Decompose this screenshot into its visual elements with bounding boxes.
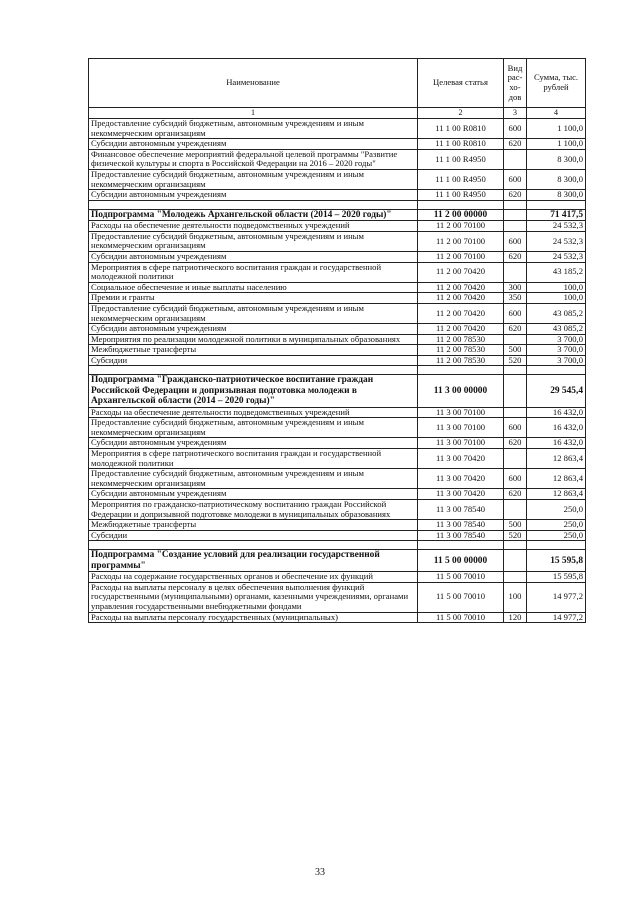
header-sum: Сумма, тыс. рублей [527, 59, 586, 108]
target-code-cell: 11 3 00 70100 [418, 418, 504, 438]
page-number: 33 [315, 867, 325, 878]
empty-cell [504, 366, 527, 375]
target-code-cell: 11 2 00 00000 [418, 209, 504, 220]
expense-type-cell: 620 [504, 251, 527, 262]
expense-type-cell: 100 [504, 582, 527, 612]
target-code-cell: 11 5 00 70010 [418, 582, 504, 612]
sum-cell: 100,0 [527, 282, 586, 293]
column-index: 3 [504, 108, 527, 119]
table-row [89, 469, 586, 489]
sum-cell: 43 185,2 [527, 262, 586, 282]
sum-cell: 12 863,4 [527, 449, 586, 469]
row-name-cell: Подпрограмма "Гражданско-патриотическое воспитание граждан Российской Федерации и допризывная подготовка молодежи в Архангельской области (2014 – 2020 годы)" [89, 375, 418, 407]
row-name-cell: Предоставление субсидий бюджетным, автономным учреждениям и иным некоммерческим организациям [89, 418, 418, 438]
target-code-cell: 11 1 00 R4950 [418, 169, 504, 189]
sum-cell: 12 863,4 [527, 489, 586, 500]
target-code-cell: 11 2 00 70420 [418, 324, 504, 335]
row-name-cell: Подпрограмма "Создание условий для реализации государственной программы" [89, 550, 418, 572]
target-code-cell: 11 2 00 70100 [418, 221, 504, 232]
empty-cell [418, 366, 504, 375]
sum-cell: 250,0 [527, 500, 586, 520]
empty-cell [418, 541, 504, 550]
sum-cell: 43 085,2 [527, 324, 586, 335]
sum-cell: 29 545,4 [527, 375, 586, 407]
table-row [89, 489, 586, 500]
sum-cell: 16 432,0 [527, 438, 586, 449]
target-code-cell: 11 2 00 70420 [418, 293, 504, 304]
table-row [89, 500, 586, 520]
target-code-cell: 11 2 00 78530 [418, 355, 504, 366]
target-code-cell: 11 2 00 70100 [418, 231, 504, 251]
row-name-cell: Предоставление субсидий бюджетным, автономным учреждениям и иным некоммерческим организациям [89, 231, 418, 251]
row-name-cell: Межбюджетные трансферты [89, 345, 418, 356]
target-code-cell: 11 3 00 78540 [418, 530, 504, 541]
target-code-cell: 11 2 00 78530 [418, 334, 504, 345]
row-name-cell: Расходы на выплаты персоналу в целях обеспечения выполнения функций государственными (муниципальными) органами, казенными учреждениями, органами управления государственными внебюджетными фондами [89, 582, 418, 612]
target-code-cell: 11 2 00 78530 [418, 345, 504, 356]
sum-cell: 15 595,8 [527, 550, 586, 572]
expense-type-cell [504, 572, 527, 583]
target-code-cell: 11 3 00 70420 [418, 489, 504, 500]
expense-type-cell [504, 449, 527, 469]
target-code-cell: 11 2 00 70420 [418, 262, 504, 282]
table-row [89, 334, 586, 345]
table-row [89, 438, 586, 449]
sum-cell: 8 300,0 [527, 169, 586, 189]
expense-type-cell [504, 149, 527, 169]
sum-cell: 14 977,2 [527, 612, 586, 623]
table-row [89, 139, 586, 150]
table-row [89, 169, 586, 189]
target-code-cell: 11 2 00 70420 [418, 303, 504, 323]
sum-cell: 8 300,0 [527, 149, 586, 169]
sum-cell: 100,0 [527, 293, 586, 304]
row-name-cell: Социальное обеспечение и иные выплаты населению [89, 282, 418, 293]
expense-type-cell: 620 [504, 489, 527, 500]
table-row [89, 251, 586, 262]
empty-cell [504, 200, 527, 209]
table-row [89, 303, 586, 323]
table-row [89, 149, 586, 169]
row-name-cell: Предоставление субсидий бюджетным, автономным учреждениям и иным некоммерческим организациям [89, 469, 418, 489]
sum-cell: 71 417,5 [527, 209, 586, 220]
sum-cell: 15 595,8 [527, 572, 586, 583]
sum-cell: 3 700,0 [527, 334, 586, 345]
row-name-cell: Мероприятия в сфере патриотического воспитания граждан и государственной молодежной политики [89, 449, 418, 469]
table-body [89, 119, 586, 623]
row-name-cell: Мероприятия по реализации молодежной политики в муниципальных образованиях [89, 334, 418, 345]
table-row [89, 355, 586, 366]
empty-cell [527, 200, 586, 209]
header-target: Целевая статья [418, 59, 504, 108]
table-row [89, 231, 586, 251]
sum-cell: 250,0 [527, 520, 586, 531]
row-name-cell: Межбюджетные трансферты [89, 520, 418, 531]
row-name-cell: Предоставление субсидий бюджетным, автономным учреждениям и иным некоммерческим организациям [89, 119, 418, 139]
target-code-cell: 11 3 00 70420 [418, 449, 504, 469]
table-row [89, 449, 586, 469]
table-row [89, 418, 586, 438]
target-code-cell: 11 1 00 R0810 [418, 119, 504, 139]
table-row [89, 119, 586, 139]
target-code-cell: 11 1 00 R4950 [418, 190, 504, 201]
table-row [89, 582, 586, 612]
budget-table [88, 58, 586, 623]
sum-cell: 1 100,0 [527, 119, 586, 139]
target-code-cell: 11 2 00 70420 [418, 282, 504, 293]
column-index: 4 [527, 108, 586, 119]
table-row [89, 520, 586, 531]
column-index-row [89, 108, 586, 119]
table-row [89, 293, 586, 304]
sum-cell: 24 532,3 [527, 221, 586, 232]
row-name-cell: Субсидии автономным учреждениям [89, 190, 418, 201]
sum-cell: 1 100,0 [527, 139, 586, 150]
expense-type-cell: 600 [504, 231, 527, 251]
expense-type-cell: 600 [504, 418, 527, 438]
sum-cell: 250,0 [527, 530, 586, 541]
table-row [89, 612, 586, 623]
column-index: 2 [418, 108, 504, 119]
row-name-cell: Мероприятия по гражданско-патриотическому воспитанию граждан Российской Федерации и допризывной подготовке молодежи в муниципальных образованиях [89, 500, 418, 520]
row-name-cell: Премии и гранты [89, 293, 418, 304]
sum-cell: 43 085,2 [527, 303, 586, 323]
expense-type-cell: 500 [504, 345, 527, 356]
table-row [89, 190, 586, 201]
row-name-cell: Расходы на содержание государственных органов и обеспечение их функций [89, 572, 418, 583]
spacer-row [89, 366, 586, 375]
expense-type-cell: 600 [504, 303, 527, 323]
empty-cell [527, 541, 586, 550]
expense-type-cell: 520 [504, 530, 527, 541]
empty-cell [89, 200, 418, 209]
table-row [89, 324, 586, 335]
expense-type-cell: 600 [504, 469, 527, 489]
expense-type-cell: 300 [504, 282, 527, 293]
empty-cell [89, 366, 418, 375]
expense-type-cell: 600 [504, 119, 527, 139]
sum-cell: 24 532,3 [527, 231, 586, 251]
target-code-cell: 11 5 00 00000 [418, 550, 504, 572]
expense-type-cell: 620 [504, 190, 527, 201]
row-name-cell: Субсидии автономным учреждениям [89, 324, 418, 335]
subprogram-row [89, 209, 586, 220]
table-row [89, 530, 586, 541]
row-name-cell: Расходы на обеспечение деятельности подведомственных учреждений [89, 407, 418, 418]
expense-type-cell: 350 [504, 293, 527, 304]
spacer-row [89, 541, 586, 550]
sum-cell: 14 977,2 [527, 582, 586, 612]
table-row [89, 572, 586, 583]
target-code-cell: 11 5 00 70010 [418, 572, 504, 583]
sum-cell: 16 432,0 [527, 407, 586, 418]
row-name-cell: Предоставление субсидий бюджетным, автономным учреждениям и иным некоммерческим организациям [89, 303, 418, 323]
expense-type-cell [504, 209, 527, 220]
target-code-cell: 11 3 00 78540 [418, 500, 504, 520]
expense-type-cell [504, 334, 527, 345]
header-name: Наименование [89, 59, 418, 108]
subprogram-row [89, 375, 586, 407]
expense-type-cell: 520 [504, 355, 527, 366]
sum-cell: 24 532,3 [527, 251, 586, 262]
target-code-cell: 11 3 00 70100 [418, 438, 504, 449]
target-code-cell: 11 3 00 00000 [418, 375, 504, 407]
sum-cell: 12 863,4 [527, 469, 586, 489]
row-name-cell: Субсидии автономным учреждениям [89, 489, 418, 500]
column-index: 1 [89, 108, 418, 119]
expense-type-cell: 120 [504, 612, 527, 623]
expense-type-cell: 500 [504, 520, 527, 531]
expense-type-cell: 620 [504, 438, 527, 449]
row-name-cell: Мероприятия в сфере патриотического воспитания граждан и государственной молодежной политики [89, 262, 418, 282]
table-header-row [89, 59, 586, 108]
target-code-cell: 11 1 00 R0810 [418, 139, 504, 150]
budget-table-page [88, 58, 585, 623]
expense-type-cell [504, 500, 527, 520]
row-name-cell: Субсидии автономным учреждениям [89, 251, 418, 262]
expense-type-cell [504, 375, 527, 407]
table-row [89, 282, 586, 293]
table-row [89, 221, 586, 232]
target-code-cell: 11 1 00 R4950 [418, 149, 504, 169]
target-code-cell: 11 3 00 70420 [418, 469, 504, 489]
expense-type-cell: 620 [504, 324, 527, 335]
row-name-cell: Расходы на обеспечение деятельности подведомственных учреждений [89, 221, 418, 232]
target-code-cell: 11 3 00 70100 [418, 407, 504, 418]
spacer-row [89, 200, 586, 209]
row-name-cell: Субсидии автономным учреждениям [89, 438, 418, 449]
row-name-cell: Подпрограмма "Молодежь Архангельской области (2014 – 2020 годы)" [89, 209, 418, 220]
expense-type-cell: 600 [504, 169, 527, 189]
expense-type-cell: 620 [504, 139, 527, 150]
expense-type-cell [504, 550, 527, 572]
row-name-cell: Финансовое обеспечение мероприятий федеральной целевой программы "Развитие физической культуры и спорта в Российской Федерации на 2016 – 2020 годы" [89, 149, 418, 169]
expense-type-cell [504, 262, 527, 282]
target-code-cell: 11 2 00 70100 [418, 251, 504, 262]
expense-type-cell [504, 407, 527, 418]
row-name-cell: Субсидии [89, 355, 418, 366]
empty-cell [527, 366, 586, 375]
sum-cell: 16 432,0 [527, 418, 586, 438]
empty-cell [418, 200, 504, 209]
target-code-cell: 11 3 00 78540 [418, 520, 504, 531]
header-expense-type: Вид рас-хо-дов [504, 59, 527, 108]
sum-cell: 3 700,0 [527, 345, 586, 356]
subprogram-row [89, 550, 586, 572]
row-name-cell: Предоставление субсидий бюджетным, автономным учреждениям и иным некоммерческим организациям [89, 169, 418, 189]
table-row [89, 262, 586, 282]
table-row [89, 345, 586, 356]
empty-cell [89, 541, 418, 550]
sum-cell: 8 300,0 [527, 190, 586, 201]
row-name-cell: Расходы на выплаты персоналу государственных (муниципальных) [89, 612, 418, 623]
expense-type-cell [504, 221, 527, 232]
row-name-cell: Субсидии автономным учреждениям [89, 139, 418, 150]
empty-cell [504, 541, 527, 550]
target-code-cell: 11 5 00 70010 [418, 612, 504, 623]
row-name-cell: Субсидии [89, 530, 418, 541]
table-row [89, 407, 586, 418]
sum-cell: 3 700,0 [527, 355, 586, 366]
